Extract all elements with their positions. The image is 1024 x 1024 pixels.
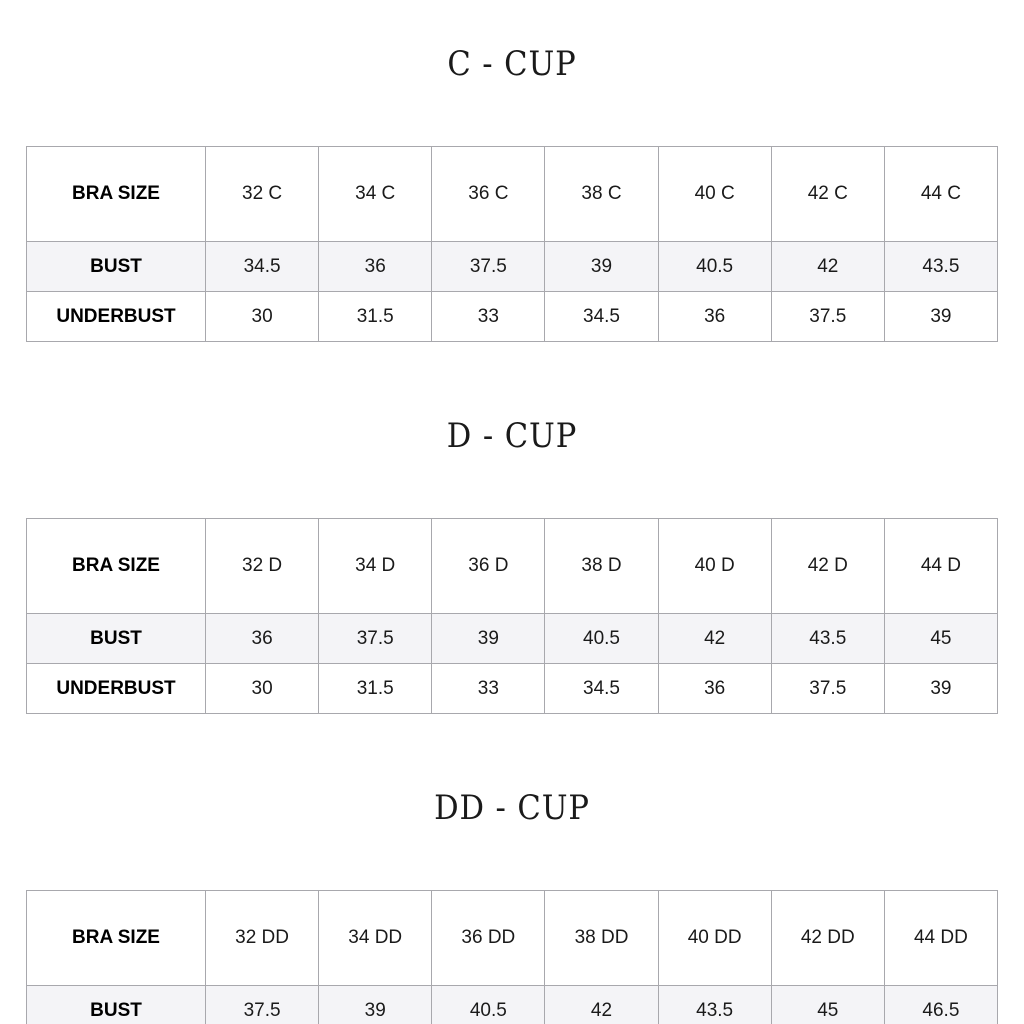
table-cell: 30 — [206, 292, 319, 342]
table-cell: 43.5 — [771, 614, 884, 664]
table-cell: 44 D — [884, 519, 997, 614]
table-cell: 34.5 — [545, 292, 658, 342]
row-label-underbust: UNDERBUST — [27, 292, 206, 342]
table-cell: 37.5 — [319, 614, 432, 664]
table-cell: 32 DD — [206, 891, 319, 986]
table-cell: 37.5 — [432, 242, 545, 292]
table-cell: 38 C — [545, 147, 658, 242]
table-row-bust — [27, 986, 998, 1024]
table-row-underbust — [27, 664, 998, 714]
table-cell: 39 — [545, 242, 658, 292]
table-cell: 31.5 — [319, 664, 432, 714]
table-row-bra-size — [27, 147, 998, 242]
table-cell: 45 — [884, 614, 997, 664]
table-cell: 40 D — [658, 519, 771, 614]
table-cell: 36 — [206, 614, 319, 664]
table-cell: 39 — [884, 292, 997, 342]
table-cell: 42 — [771, 242, 884, 292]
table-cell: 40.5 — [658, 242, 771, 292]
table-cell: 40 C — [658, 147, 771, 242]
table-cell: 42 — [545, 986, 658, 1024]
section-title-dd-cup: DD - CUP — [434, 788, 590, 828]
table-cell: 42 DD — [771, 891, 884, 986]
table-cell: 36 D — [432, 519, 545, 614]
table-cell: 46.5 — [884, 986, 997, 1024]
table-cell: 32 C — [206, 147, 319, 242]
row-label-bra-size: BRA SIZE — [27, 519, 206, 614]
table-cell: 43.5 — [658, 986, 771, 1024]
table-cell: 44 C — [884, 147, 997, 242]
table-cell: 40.5 — [545, 614, 658, 664]
table-row-bra-size — [27, 891, 998, 986]
table-cell: 36 C — [432, 147, 545, 242]
row-label-bust: BUST — [27, 986, 206, 1024]
row-label-underbust: UNDERBUST — [27, 664, 206, 714]
table-cell: 45 — [771, 986, 884, 1024]
section-title-d-cup: D - CUP — [446, 416, 578, 456]
table-cell: 37.5 — [206, 986, 319, 1024]
table-cell: 36 DD — [432, 891, 545, 986]
table-cell: 36 — [658, 664, 771, 714]
table-cell: 34 C — [319, 147, 432, 242]
table-cell: 36 — [319, 242, 432, 292]
table-row-bust — [27, 242, 998, 292]
table-cell: 39 — [884, 664, 997, 714]
row-label-bust: BUST — [27, 242, 206, 292]
table-cell: 42 D — [771, 519, 884, 614]
table-cell: 30 — [206, 664, 319, 714]
table-row-bust — [27, 614, 998, 664]
size-table-dd-cup — [26, 890, 998, 1024]
table-cell: 37.5 — [771, 292, 884, 342]
table-cell: 44 DD — [884, 891, 997, 986]
table-cell: 34.5 — [545, 664, 658, 714]
table-cell: 32 D — [206, 519, 319, 614]
table-cell: 40 DD — [658, 891, 771, 986]
table-cell: 38 DD — [545, 891, 658, 986]
size-table-c-cup — [26, 146, 998, 342]
row-label-bra-size: BRA SIZE — [27, 891, 206, 986]
table-cell: 42 — [658, 614, 771, 664]
table-cell: 33 — [432, 664, 545, 714]
table-cell: 36 — [658, 292, 771, 342]
table-cell: 40.5 — [432, 986, 545, 1024]
table-cell: 31.5 — [319, 292, 432, 342]
table-cell: 43.5 — [884, 242, 997, 292]
row-label-bust: BUST — [27, 614, 206, 664]
table-cell: 42 C — [771, 147, 884, 242]
table-cell: 33 — [432, 292, 545, 342]
table-row-underbust — [27, 292, 998, 342]
table-cell: 39 — [432, 614, 545, 664]
section-title-c-cup: C - CUP — [447, 44, 577, 84]
table-cell: 39 — [319, 986, 432, 1024]
table-cell: 34 DD — [319, 891, 432, 986]
table-cell: 34 D — [319, 519, 432, 614]
size-table-d-cup — [26, 518, 998, 714]
row-label-bra-size: BRA SIZE — [27, 147, 206, 242]
table-row-bra-size — [27, 519, 998, 614]
table-cell: 34.5 — [206, 242, 319, 292]
table-cell: 38 D — [545, 519, 658, 614]
table-cell: 37.5 — [771, 664, 884, 714]
